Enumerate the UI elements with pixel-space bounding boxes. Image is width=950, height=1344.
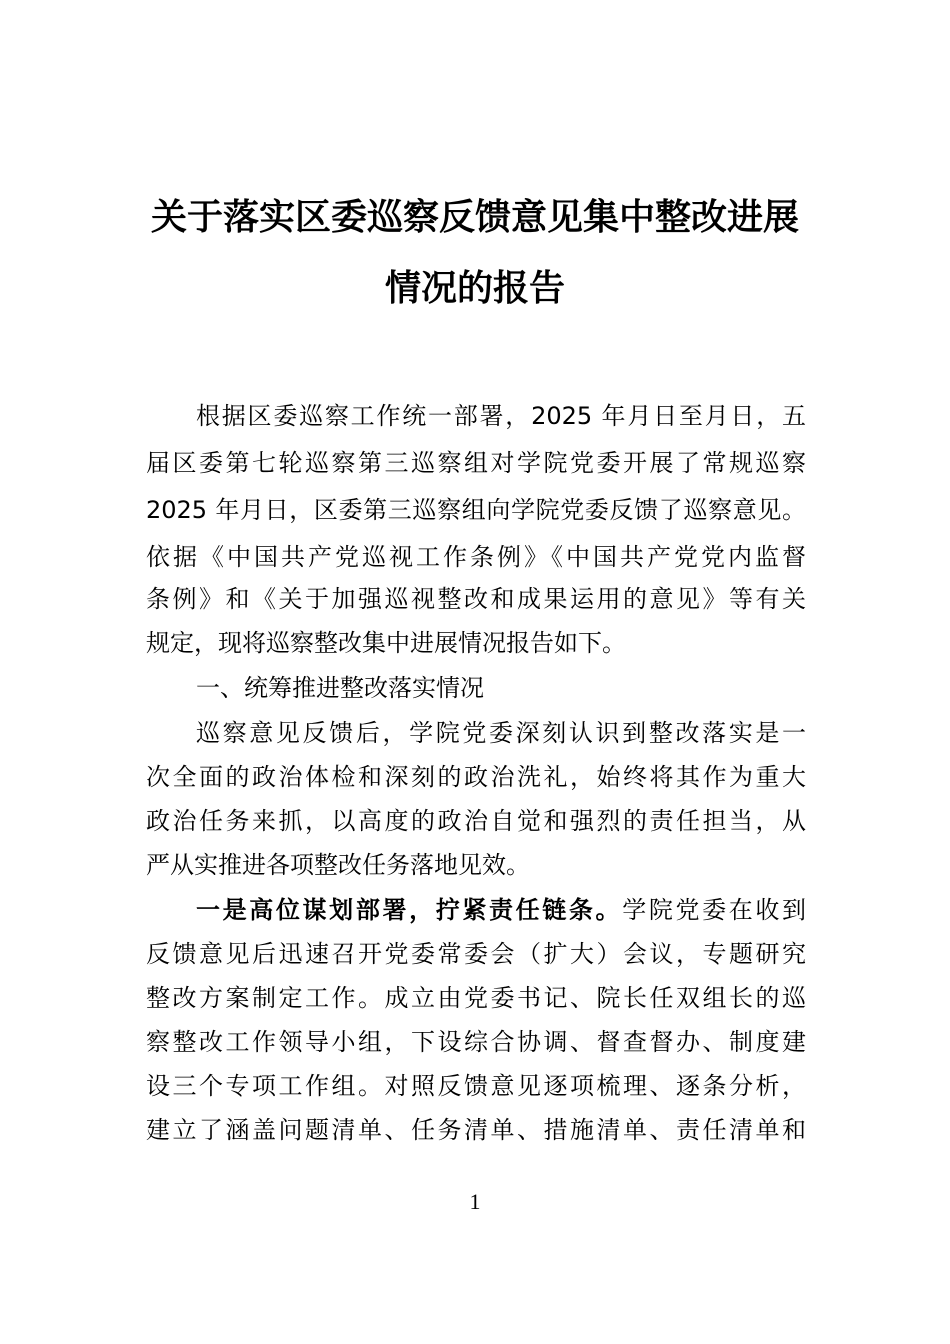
intro-paragraph-line: 规定，现将巡察整改集中进展情况报告如下。: [146, 629, 626, 657]
point-one-lead: 一是高位谋划部署，拧紧责任链条。: [196, 896, 623, 924]
intro-paragraph-line: 根据区委巡察工作统一部署，2025 年月日至月日，五: [196, 402, 806, 430]
document-title-line-2: 情况的报告: [384, 267, 565, 309]
intro-paragraph-line: 依据《中国共产党巡视工作条例》《中国共产党党内监督: [146, 543, 806, 571]
section-paragraph-line: 政治任务来抓，以高度的政治自觉和强烈的责任担当，从: [146, 807, 806, 835]
intro-paragraph-line: 届区委第七轮巡察第三巡察组对学院党委开展了常规巡察: [146, 449, 806, 477]
point-one-line: 反馈意见后迅速召开党委常委会（扩大）会议，专题研究: [146, 940, 806, 968]
point-one-line: 设三个专项工作组。对照反馈意见逐项梳理、逐条分析，: [146, 1072, 806, 1100]
section-paragraph-line: 次全面的政治体检和深刻的政治洗礼，始终将其作为重大: [146, 763, 806, 791]
point-one-line: 整改方案制定工作。成立由党委书记、院长任双组长的巡: [146, 984, 806, 1012]
intro-paragraph-line: 2025 年月日，区委第三巡察组向学院党委反馈了巡察意见。: [146, 496, 806, 524]
section-heading: 一、统筹推进整改落实情况: [196, 674, 484, 702]
page-number: 1: [469, 1189, 481, 1214]
point-one-line: 察整改工作领导小组，下设综合协调、督查督办、制度建: [146, 1028, 806, 1056]
point-one-first-line: [196, 893, 806, 927]
section-paragraph-line: 严从实推进各项整改任务落地见效。: [146, 851, 530, 879]
section-paragraph-line: 巡察意见反馈后，学院党委深刻认识到整改落实是一: [196, 719, 806, 747]
point-one-line: 建立了涵盖问题清单、任务清单、措施清单、责任清单和: [146, 1116, 806, 1144]
document-title-line-1: 关于落实区委巡察反馈意见集中整改进展: [150, 196, 799, 238]
point-one-first-rest: 学院党委在收到: [622, 896, 807, 924]
intro-paragraph-line: 条例》和《关于加强巡视整改和成果运用的意见》等有关: [146, 585, 806, 613]
